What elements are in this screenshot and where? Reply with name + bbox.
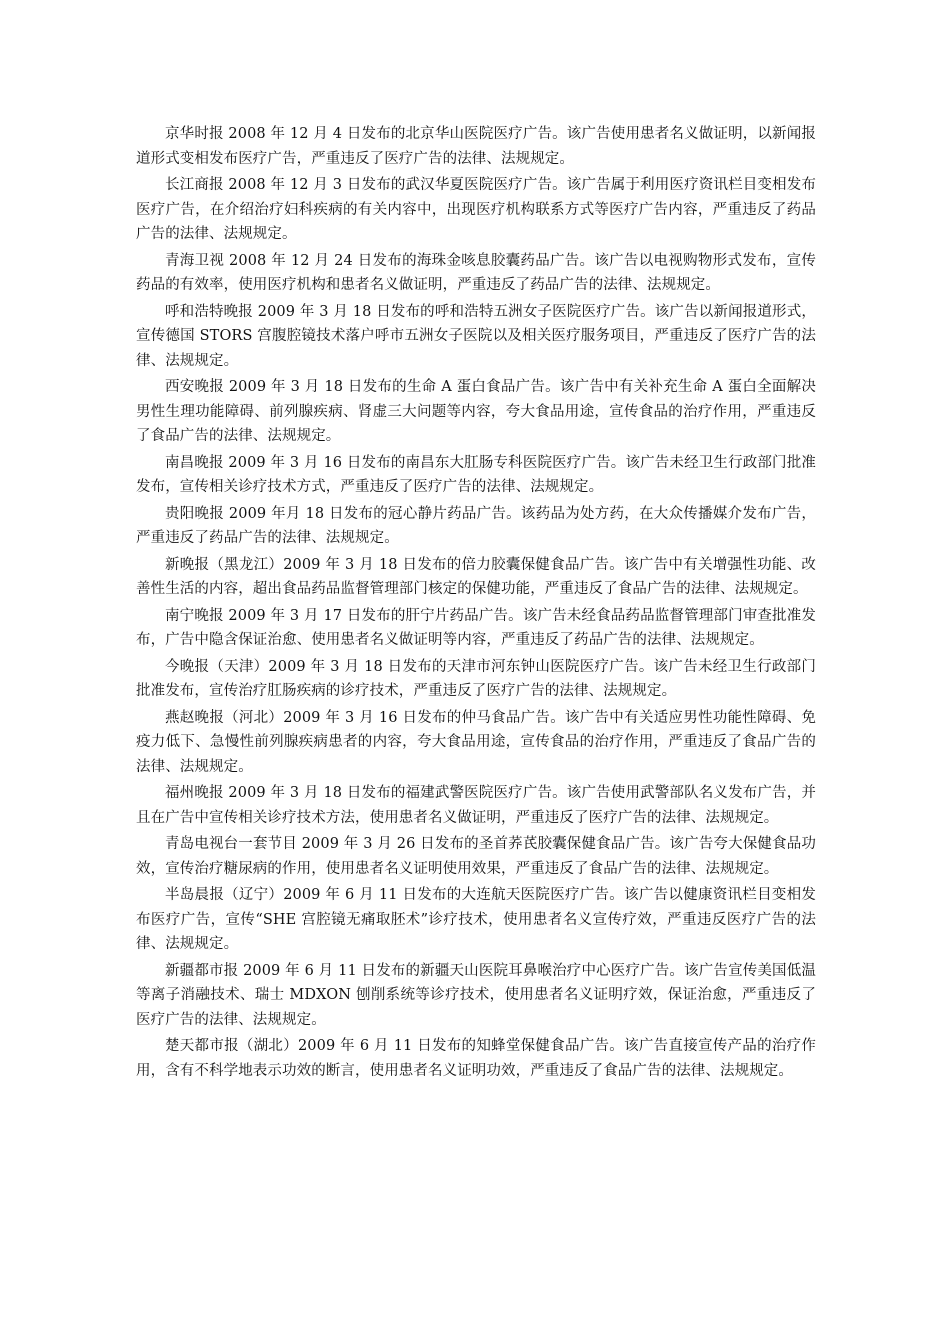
paragraph-3: 青海卫视 2008 年 12 月 24 日发布的海珠金咳息胶囊药品广告。该广告以电视购物形式发布，宣传药品的有效率，使用医疗机构和患者名义做证明，严重违反了药品广告的法律、法规规定。 bbox=[136, 252, 816, 293]
paragraph-2: 长江商报 2008 年 12 月 3 日发布的武汉华夏医院医疗广告。该广告属于利用医疗资讯栏目变相发布医疗广告，在介绍治疗妇科疾病的有关内容中，出现医疗机构联系方式等医疗广告内容，严重违反了药品广告的法律、法规规定。 bbox=[136, 177, 816, 242]
paragraph-10: 今晚报（天津）2009 年 3 月 18 日发布的天津市河东钟山医院医疗广告。该广告未经卫生行政部门批准发布，宣传治疗肛肠疾病的诊疗技术，严重违反了医疗广告的法律、法规规定。 bbox=[136, 658, 816, 699]
document-page bbox=[136, 122, 816, 1085]
paragraph-7: 贵阳晚报 2009 年月 18 日发布的冠心静片药品广告。该药品为处方药，在大众传播媒介发布广告，严重违反了药品广告的法律、法规规定。 bbox=[136, 505, 816, 546]
paragraph-11: 燕赵晚报（河北）2009 年 3 月 16 日发布的仲马食品广告。该广告中有关适应男性功能性障碍、免疫力低下、急慢性前列腺疾病患者的内容，夸大食品用途，宣传食品的治疗作用，严重违反了食品广告的法律、法规规定。 bbox=[136, 709, 816, 775]
paragraph-9: 南宁晚报 2009 年 3 月 17 日发布的肝宁片药品广告。该广告未经食品药品监督管理部门审查批准发布，广告中隐含保证治愈、使用患者名义做证明等内容，严重违反了药品广告的法律、法规规定。 bbox=[136, 607, 816, 648]
paragraph-12: 福州晚报 2009 年 3 月 18 日发布的福建武警医院医疗广告。该广告使用武警部队名义发布广告，并且在广告中宣传相关诊疗技术方法，使用患者名义做证明，严重违反了医疗广告的法律、法规规定。 bbox=[136, 785, 816, 826]
paragraph-13: 青岛电视台一套节目 2009 年 3 月 26 日发布的圣首荞芪胶囊保健食品广告。该广告夸大保健食品功效，宣传治疗糖尿病的作用，使用患者名义证明使用效果，严重违反了食品广告的法律、法规规定。 bbox=[136, 836, 816, 877]
paragraph-5: 西安晚报 2009 年 3 月 18 日发布的生命 A 蛋白食品广告。该广告中有关补充生命 A 蛋白全面解决男性生理功能障碍、前列腺疾病、肾虚三大问题等内容，夸大食品用途，宣传食品的治疗作用，严重违反了食品广告的法律、法规规定。 bbox=[136, 379, 816, 444]
paragraph-4: 呼和浩特晚报 2009 年 3 月 18 日发布的呼和浩特五洲女子医院医疗广告。该广告以新闻报道形式，宣传德国 STORS 宫腹腔镜技术落户呼市五洲女子医院以及相关医疗服务项目，严重违反了医疗广告的法律、法规规定。 bbox=[136, 303, 816, 369]
paragraph-14: 半岛晨报（辽宁）2009 年 6 月 11 日发布的大连航天医院医疗广告。该广告以健康资讯栏目变相发布医疗广告，宣传“SHE 宫腔镜无痛取胚术”诊疗技术，使用患者名义宣传疗效，严重违反医疗广告的法律、法规规定。 bbox=[136, 887, 816, 952]
paragraph-8: 新晚报（黑龙江）2009 年 3 月 18 日发布的倍力胶囊保健食品广告。该广告中有关增强性功能、改善性生活的内容，超出食品药品监督管理部门核定的保健功能，严重违反了食品广告的法律、法规规定。 bbox=[136, 556, 816, 597]
paragraph-16: 楚天都市报（湖北）2009 年 6 月 11 日发布的知蜂堂保健食品广告。该广告直接宣传产品的治疗作用，含有不科学地表示功效的断言，使用患者名义证明功效，严重违反了食品广告的法律、法规规定。 bbox=[136, 1038, 816, 1079]
paragraph-1: 京华时报 2008 年 12 月 4 日发布的北京华山医院医疗广告。该广告使用患者名义做证明，以新闻报道形式变相发布医疗广告，严重违反了医疗广告的法律、法规规定。 bbox=[136, 126, 816, 167]
paragraph-15: 新疆都市报 2009 年 6 月 11 日发布的新疆天山医院耳鼻喉治疗中心医疗广告。该广告宣传美国低温等离子消融技术、瑞士 MDXON 刨削系统等诊疗技术，使用患者名义证明疗效，保证治愈，严重违反了医疗广告的法律、法规规定。 bbox=[136, 962, 816, 1028]
paragraph-6: 南昌晚报 2009 年 3 月 16 日发布的南昌东大肛肠专科医院医疗广告。该广告未经卫生行政部门批准发布，宣传相关诊疗技术方式，严重违反了医疗广告的法律、法规规定。 bbox=[136, 454, 816, 495]
